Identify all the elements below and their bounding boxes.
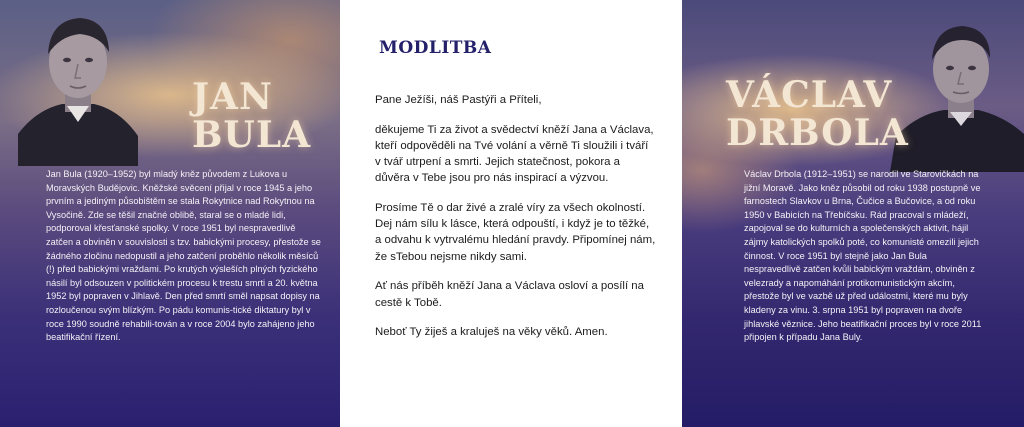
name-line: BULA xyxy=(192,114,312,156)
prayer-paragraph: děkujeme Ti za život a svědectví kněží Jana a Václava, kteří odpověděli na Tvé volání a věrně Ti sloužili i tváří v tvář utrpení a smrti. Jejich statečnost, pokora a důvěra v Tebe jsou pro nás inspirací a výzvou. xyxy=(375,123,654,185)
prayer-title: MODLITBA xyxy=(379,38,492,58)
prayer-panel xyxy=(340,0,682,427)
jan-bula-name xyxy=(192,78,311,154)
jan-bula-bio: Jan Bula (1920–1952) byl mladý kněz původem z Lukova u Moravských Budějovic. Kněžské svěcení přijal v roce 1945 a jeho prvním a jediným působištěm se stala Rokytnice nad Rokytnou na Vysočině. Zde se těšil značné oblibě, staral se o mladé lidi, podporoval křesťanské spolky. V roce 1951 byl nespravedlivě zatčen a obviněn v souvislosti s tzv. babickými procesy, přestože se žádného zločinu nedopustil a jeho zatčení proběhlo několik měsíců (!) před babickými vraždami. Po krutých výsleších plných fyzického násilí byl odsouzen v politickém procesu k trestu smrti a 20. května 1952 byl popraven v Jihlavě. Den před smrtí směl napsat dopisy na rozloučenou svým blízkým. Po pádu komunis-tické diktatury byl v roce 1990 soudně rehabili-tován a v roce 2004 bylo zahájeno jeho beatifikační řízení. xyxy=(46,169,321,343)
prayer-paragraph: Neboť Ty žiješ a kraluješ na věky věků. Amen. xyxy=(375,326,608,339)
prayer-body xyxy=(375,92,657,354)
name-line: JAN xyxy=(192,76,273,118)
name-line: DRBOLA xyxy=(726,112,909,154)
jan-bula-portrait xyxy=(18,6,138,166)
vaclav-drbola-portrait xyxy=(890,14,1024,172)
prayer-paragraph: Ať nás příběh kněží Jana a Václava osloví a posílí na cestě k Tobě. xyxy=(375,280,644,309)
prayer-paragraph: Prosíme Tě o dar živé a zralé víry za všech okolností. Dej nám sílu k lásce, která odpouští, i když je to těžké, a odvahu k vytrvalému hledání pravdy. Připomínej nám, že sTebou nejsme nikdy sami. xyxy=(375,202,656,263)
right-panel xyxy=(682,0,1024,427)
left-panel xyxy=(0,0,340,427)
name-line: VÁCLAV xyxy=(726,74,893,116)
vaclav-drbola-name xyxy=(726,76,909,152)
vaclav-drbola-bio: Václav Drbola (1912–1951) se narodil ve Starovičkách na jižní Moravě. Jako kněz působil od roku 1938 postupně ve farnostech Slavkov u Brna, Čučice a Bučovice, a od roku 1950 v Babicích na Třebíčsku. Rád pracoval s mládeží, zapojoval se do kulturních a společenských aktivit, hájil zájmy katolických spolků poté, co komunisté omezili jejich činnost. V roce 1951 byl stejně jako Jan Bula nespravedlivě zatčen kvůli babickým vraždám, obviněn z velezrady a napomáhání protikomunistickým akcím, přestože byl ve vazbě už před událostmi, které mu byly kladeny za vinu. 3. srpna 1951 byl popraven na dvoře jihlavské věznice. Jeho beatifikační proces byl v roce 2011 připojen k případu Jana Buly. xyxy=(744,169,982,343)
prayer-paragraph: Pane Ježíši, náš Pastýři a Příteli, xyxy=(375,94,542,106)
